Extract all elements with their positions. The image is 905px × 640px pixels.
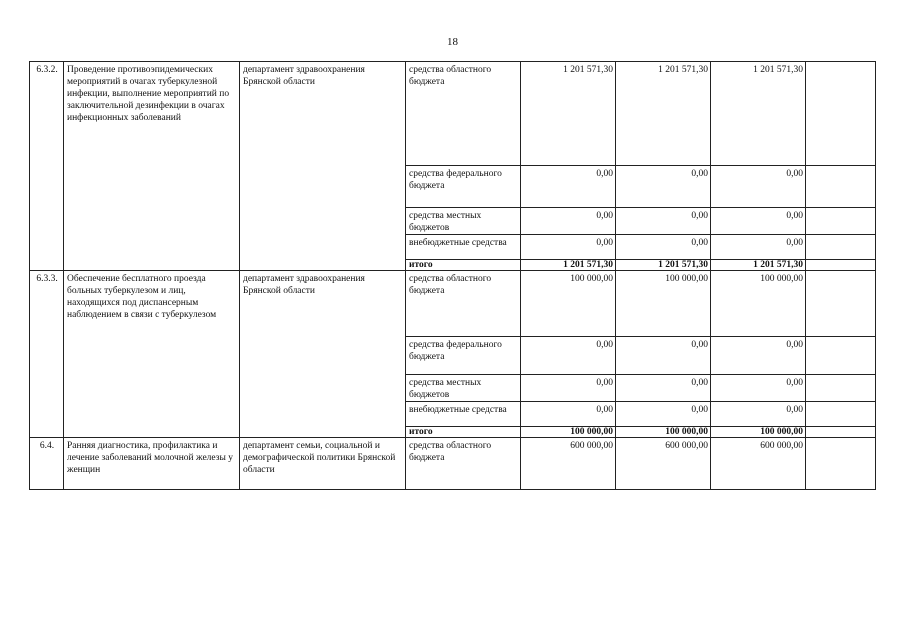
amount-2: 1 201 571,30 [616, 62, 711, 166]
amount-1: 600 000,00 [521, 438, 616, 490]
amount-2: 0,00 [616, 235, 711, 260]
amount-1: 0,00 [521, 235, 616, 260]
amount-3: 0,00 [711, 208, 806, 235]
amount-3: 1 201 571,30 [711, 62, 806, 166]
empty-cell [806, 375, 876, 402]
amount-2: 600 000,00 [616, 438, 711, 490]
amount-1: 0,00 [521, 375, 616, 402]
empty-cell [806, 402, 876, 427]
section-executor: департамент здравоохранения Брянской области [240, 62, 406, 271]
section-title: Ранняя диагностика, профилактика и лечение заболеваний молочной железы у женщин [64, 438, 240, 490]
section-executor: департамент семьи, социальной и демографической политики Брянской области [240, 438, 406, 490]
section-title: Проведение противоэпидемических мероприятий в очагах туберкулезной инфекции, выполнение мероприятий по заключительной дезинфекции в очагах инфекционных заболеваний [64, 62, 240, 271]
amount-3: 600 000,00 [711, 438, 806, 490]
empty-cell [806, 260, 876, 271]
empty-cell [806, 62, 876, 166]
table-row [30, 62, 876, 166]
funding-source: средства областного бюджета [406, 271, 521, 337]
amount-2: 0,00 [616, 166, 711, 208]
section-number: 6.4. [30, 438, 64, 490]
amount-2: 0,00 [616, 375, 711, 402]
total-label: итого [406, 260, 521, 271]
total-label: итого [406, 427, 521, 438]
page-number: 18 [447, 36, 458, 48]
amount-3: 100 000,00 [711, 271, 806, 337]
amount-1: 1 201 571,30 [521, 62, 616, 166]
amount-3: 0,00 [711, 235, 806, 260]
amount-2: 0,00 [616, 208, 711, 235]
amount-2: 0,00 [616, 337, 711, 375]
total-amount-2: 100 000,00 [616, 427, 711, 438]
funding-source: средства федерального бюджета [406, 166, 521, 208]
funding-source: внебюджетные средства [406, 402, 521, 427]
empty-cell [806, 208, 876, 235]
total-amount-3: 100 000,00 [711, 427, 806, 438]
amount-3: 0,00 [711, 402, 806, 427]
funding-source: внебюджетные средства [406, 235, 521, 260]
amount-1: 0,00 [521, 337, 616, 375]
funding-source: средства областного бюджета [406, 62, 521, 166]
amount-1: 0,00 [521, 402, 616, 427]
total-amount-1: 100 000,00 [521, 427, 616, 438]
empty-cell [806, 438, 876, 490]
amount-2: 100 000,00 [616, 271, 711, 337]
table-row [30, 271, 876, 337]
table-row [30, 438, 876, 490]
funding-source: средства местных бюджетов [406, 375, 521, 402]
section-number: 6.3.3. [30, 271, 64, 438]
empty-cell [806, 166, 876, 208]
empty-cell [806, 427, 876, 438]
amount-1: 100 000,00 [521, 271, 616, 337]
total-amount-1: 1 201 571,30 [521, 260, 616, 271]
amount-3: 0,00 [711, 337, 806, 375]
section-number: 6.3.2. [30, 62, 64, 271]
amount-1: 0,00 [521, 166, 616, 208]
empty-cell [806, 271, 876, 337]
budget-table [29, 61, 876, 490]
total-amount-3: 1 201 571,30 [711, 260, 806, 271]
amount-2: 0,00 [616, 402, 711, 427]
total-amount-2: 1 201 571,30 [616, 260, 711, 271]
amount-3: 0,00 [711, 375, 806, 402]
empty-cell [806, 337, 876, 375]
section-title: Обеспечение бесплатного проезда больных туберкулезом и лиц, находящихся под диспансерным наблюдением в связи с туберкулезом [64, 271, 240, 438]
funding-source: средства областного бюджета [406, 438, 521, 490]
funding-source: средства местных бюджетов [406, 208, 521, 235]
amount-1: 0,00 [521, 208, 616, 235]
empty-cell [806, 235, 876, 260]
funding-source: средства федерального бюджета [406, 337, 521, 375]
amount-3: 0,00 [711, 166, 806, 208]
section-executor: департамент здравоохранения Брянской области [240, 271, 406, 438]
